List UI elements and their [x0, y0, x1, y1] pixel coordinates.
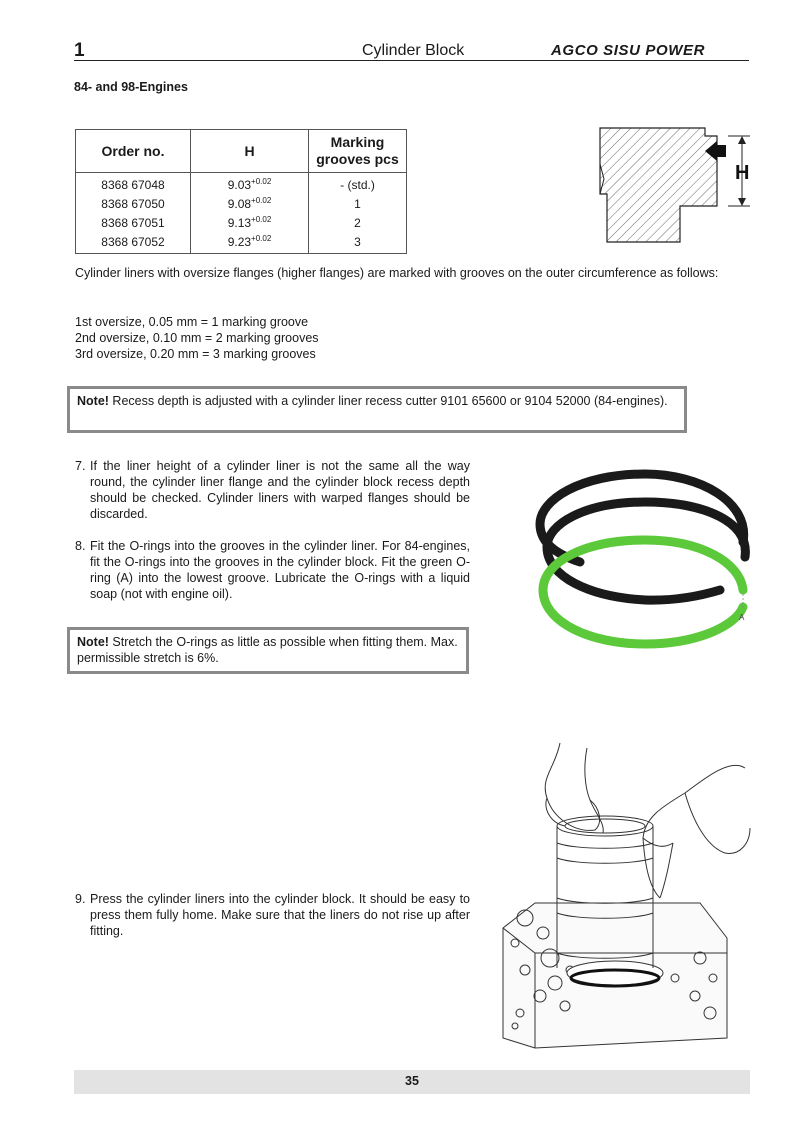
cell-order-no: 8368 67052: [76, 232, 191, 254]
step-text: If the liner height of a cylinder liner is not the same all the way round, the cylinder liner flange and the cylinder block recess depth should be checked. Cylinder liners with warped flanges should be discarded.: [90, 459, 470, 521]
note-label: Note!: [77, 635, 109, 649]
oversize-item: 2nd oversize, 0.10 mm = 2 marking grooves: [75, 331, 319, 345]
oversize-list: [75, 314, 475, 362]
dimension-h-label: H: [735, 162, 750, 184]
flange-height-diagram: [595, 124, 755, 254]
note-box-recess: [67, 386, 687, 433]
col-header-order-no: Order no.: [76, 130, 191, 173]
note-text: Recess depth is adjusted with a cylinder liner recess cutter 9101 65600 or 9104 52000 (84-engines).: [108, 394, 668, 408]
step-number: 7.: [75, 459, 86, 473]
note-box-stretch: [67, 627, 469, 674]
header-rule: [74, 60, 749, 61]
page-title: Cylinder Block: [362, 42, 465, 59]
page-number: 35: [405, 1074, 419, 1088]
table-row: [76, 194, 407, 213]
step-9: [75, 891, 470, 939]
cell-h: $9.13^{+0.02}$: [191, 213, 309, 232]
step-number: 8.: [75, 539, 86, 553]
cell-order-no: 8368 67050: [76, 194, 191, 213]
cell-grooves: 2: [309, 213, 407, 232]
step-text: Fit the O-rings into the grooves in the cylinder liner. For 84-engines, fit the O-rings into the grooves in the cylinder block. Fit the green O-ring (A) into the lowest groove. Lubricate the O-rings with a liquid soap (not with engine oil).: [90, 539, 470, 601]
step-8: [75, 538, 470, 602]
cell-grooves: - (std.): [309, 173, 407, 195]
step-text: Press the cylinder liners into the cylinder block. It should be easy to press them fully home. Make sure that the liners do not rise up after fitting.: [90, 892, 470, 938]
table-header-row: [76, 130, 407, 173]
brand-logo-text: AGCO SISU POWER: [551, 42, 706, 59]
chapter-number: 1: [74, 40, 85, 61]
table-row: [76, 232, 407, 254]
oversize-item: 1st oversize, 0.05 mm = 1 marking groove: [75, 315, 309, 329]
col-header-marking-grooves: Marking grooves pcs: [309, 130, 407, 173]
cell-h: $9.03^{+0.02}$: [191, 173, 309, 195]
cell-grooves: 1: [309, 194, 407, 213]
step-number: 9.: [75, 892, 86, 906]
cell-h: $9.23^{+0.02}$: [191, 232, 309, 254]
col-header-h: H: [191, 130, 309, 173]
liner-order-table: [75, 129, 407, 254]
cell-order-no: 8368 67048: [76, 173, 191, 195]
table-row: [76, 213, 407, 232]
cell-h: $9.08^{+0.02}$: [191, 194, 309, 213]
section-subheading: 84- and 98-Engines: [74, 80, 188, 94]
cell-order-no: 8368 67051: [76, 213, 191, 232]
note-text: Stretch the O-rings as little as possible when fitting them. Max. permissible stretch is 6%.: [77, 635, 458, 665]
cell-grooves: 3: [309, 232, 407, 254]
table-row: [76, 173, 407, 195]
intro-paragraph: Cylinder liners with oversize flanges (higher flanges) are marked with grooves on the outer circumference as follows:: [75, 266, 719, 280]
note-label: Note!: [77, 394, 109, 408]
liner-pressing-illustration: [495, 738, 755, 1056]
step-7: [75, 458, 470, 522]
oversize-item: 3rd oversize, 0.20 mm = 3 marking grooves: [75, 347, 316, 361]
o-rings-illustration: [525, 462, 765, 672]
green-ring-label: A: [739, 613, 745, 622]
